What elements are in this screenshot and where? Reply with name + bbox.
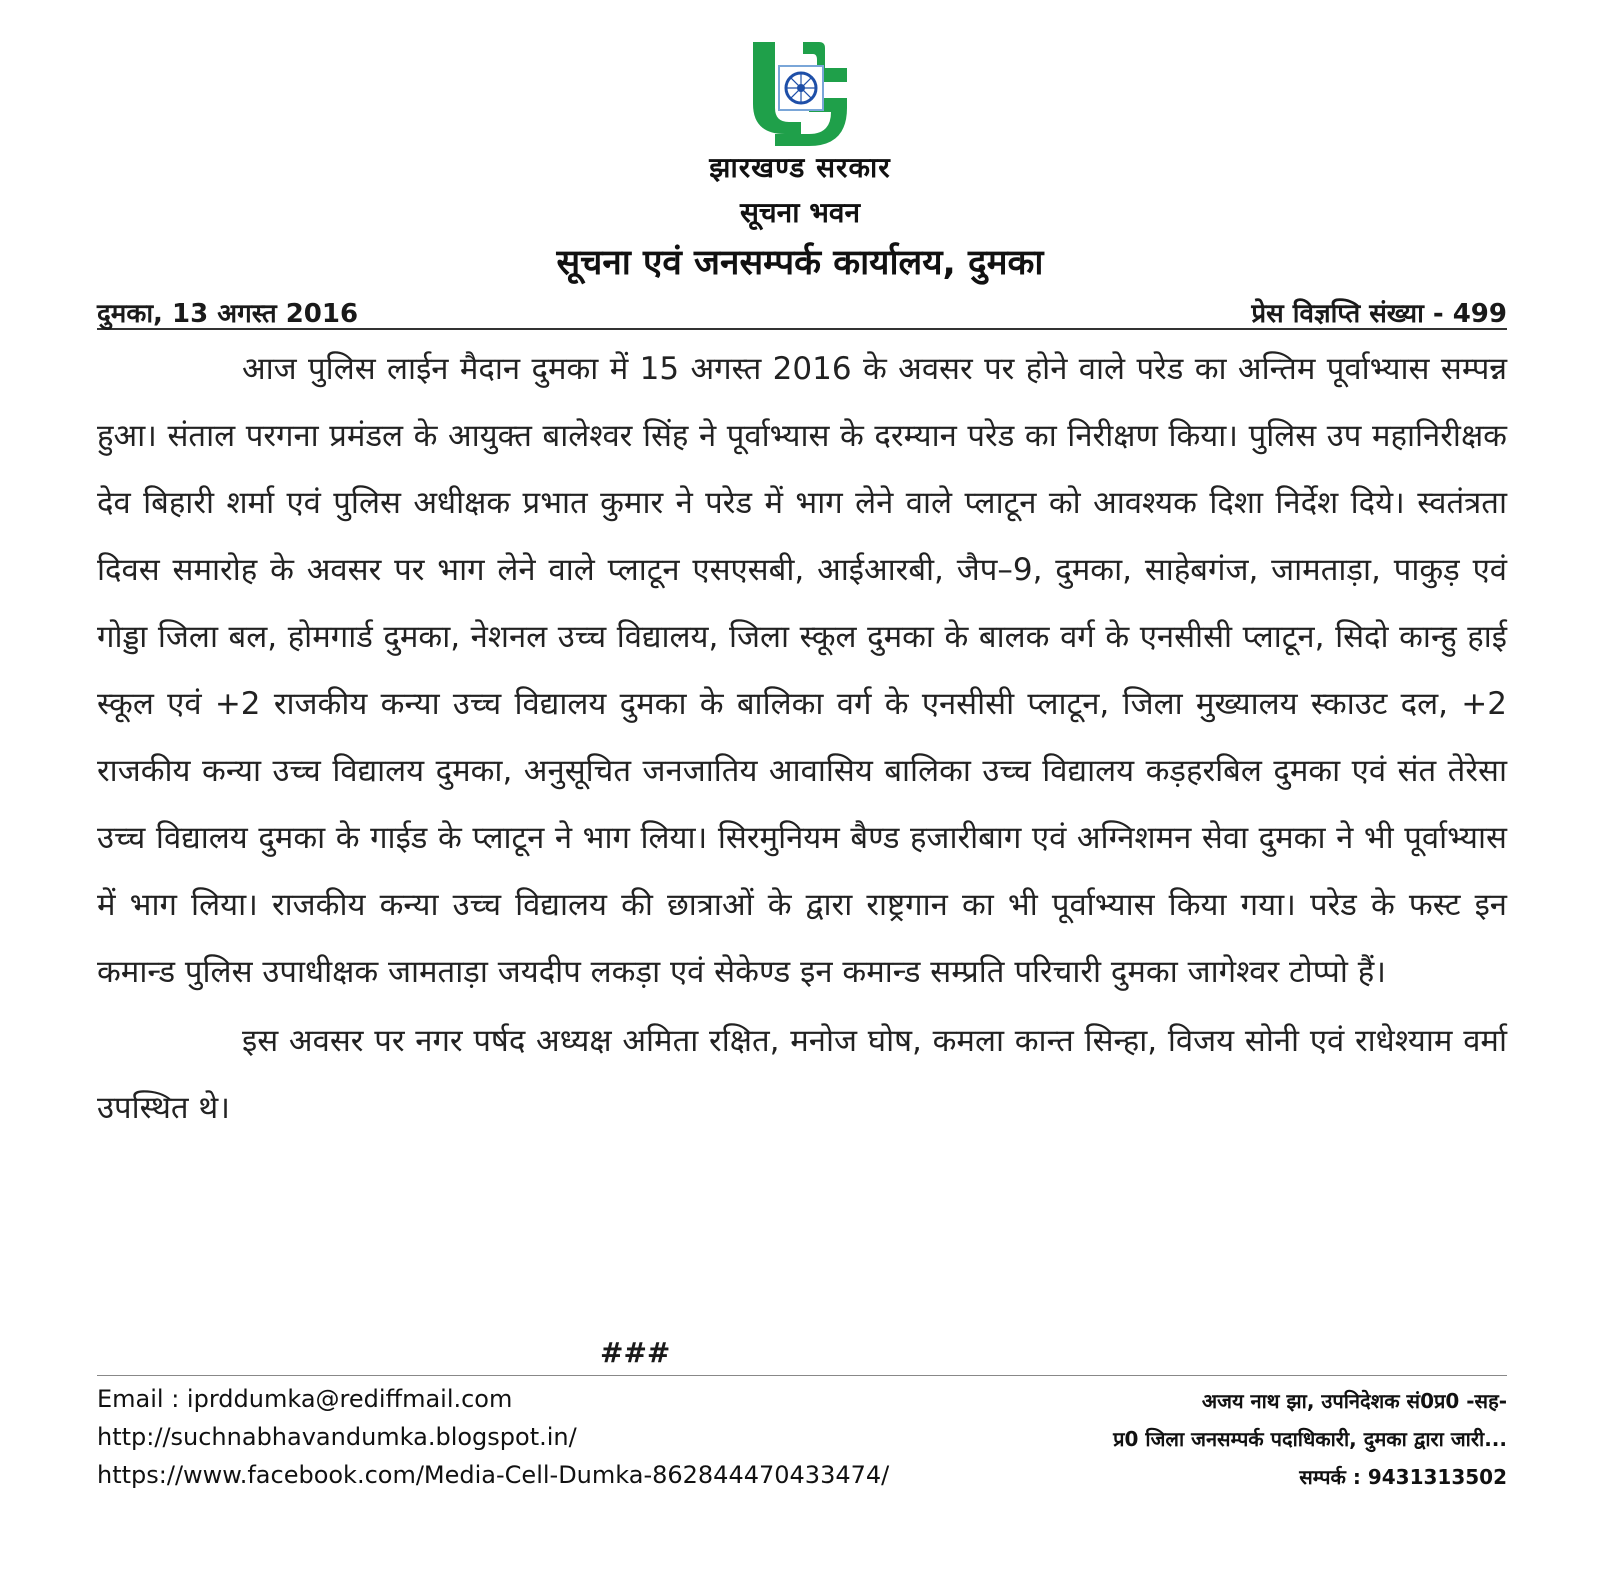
footer-divider <box>97 1375 1507 1376</box>
email-line: Email : iprddumka@rediffmail.com <box>97 1385 513 1413</box>
release-body <box>97 336 1507 1142</box>
issuer-line-2: प्र0 जिला जनसम्पर्क पदाधिकारी, दुमका द्वारा जारी... <box>1113 1427 1507 1451</box>
issuer-line-1: अजय नाथ झा, उपनिदेशक सं0प्र0 -सह- <box>1201 1389 1507 1413</box>
facebook-link[interactable]: https://www.facebook.com/Media-Cell-Dumka-862844470433474/ <box>97 1461 890 1489</box>
contact-number: सम्पर्क : 9431313502 <box>1299 1465 1507 1489</box>
end-mark: ### <box>600 1336 671 1369</box>
release-number: प्रेस विज्ञप्ति संख्या - 499 <box>1251 299 1507 329</box>
issuer-block <box>1113 1382 1507 1496</box>
place-date: दुमका, 13 अगस्त 2016 <box>97 299 359 329</box>
building-name: सूचना भवन <box>739 196 861 229</box>
release-meta-row <box>97 294 1507 330</box>
body-paragraph-1: आज पुलिस लाईन मैदान दुमका में 15 अगस्त 2016 के अवसर पर होने वाले परेड का अन्तिम पूर्वाभ्यास सम्पन्न हुआ। संताल परगना प्रमंडल के आयुक्त बालेश्वर सिंह ने पूर्वाभ्यास के दरम्यान परेड का निरीक्षण किया। पुलिस उप महानिरीक्षक देव बिहारी शर्मा एवं पुलिस अधीक्षक प्रभात कुमार ने परेड में भाग लेने वाले प्लाटून को आवश्यक दिशा निर्देश दिये। स्वतंत्रता दिवस समारोह के अवसर पर भाग लेने वाले प्लाटून एसएसबी, आईआरबी, जैप–9, दुमका, साहेबगंज, जामताड़ा, पाकुड़ एवं गोड्डा जिला बल, होमगार्ड दुमका, नेशनल उच्च विद्यालय, जिला स्कूल दुमका के बालक वर्ग के एनसीसी प्लाटून, सिदो कान्हु हाई स्कूल एवं +2 राजकीय कन्या उच्च विद्यालय दुमका के बालिका वर्ग के एनसीसी प्लाटून, जिला मुख्यालय स्काउट दल, +2 राजकीय कन्या उच्च विद्यालय दुमका, अनुसूचित जनजातिय आवासिय बालिका उच्च विद्यालय कड़हरबिल दुमका एवं संत तेरेसा उच्च विद्यालय दुमका के गाईड के प्लाटून ने भाग लिया। सिरमुनियम बैण्ड हजारीबाग एवं अग्निशमन सेवा दुमका ने भी पूर्वाभ्यास में भाग लिया। राजकीय कन्या उच्च विद्यालय की छात्राओं के द्वारा राष्ट्रगान का भी पूर्वाभ्यास किया गया। परेड के फस्ट इन कमान्ड पुलिस उपाधीक्षक जामताड़ा जयदीप लकड़ा एवं सेकेण्ड इन कमान्ड सम्प्रति परिचारी दुमका जागेश्वर टोप्पो हैं। <box>97 351 1507 990</box>
blog-link[interactable]: http://suchnabhavandumka.blogspot.in/ <box>97 1423 577 1451</box>
body-paragraph-2: इस अवसर पर नगर पर्षद अध्यक्ष अमिता रक्षित, मनोज घोष, कमला कान्त सिन्हा, विजय सोनी एवं राधेश्याम वर्मा उपस्थित थे। <box>97 1023 1507 1126</box>
government-name: झारखण्ड सरकार <box>709 151 891 184</box>
jharkhand-emblem-icon <box>745 38 855 150</box>
footer-contacts <box>97 1380 889 1494</box>
office-title: सूचना एवं जनसम्पर्क कार्यालय, दुमका <box>556 243 1044 283</box>
